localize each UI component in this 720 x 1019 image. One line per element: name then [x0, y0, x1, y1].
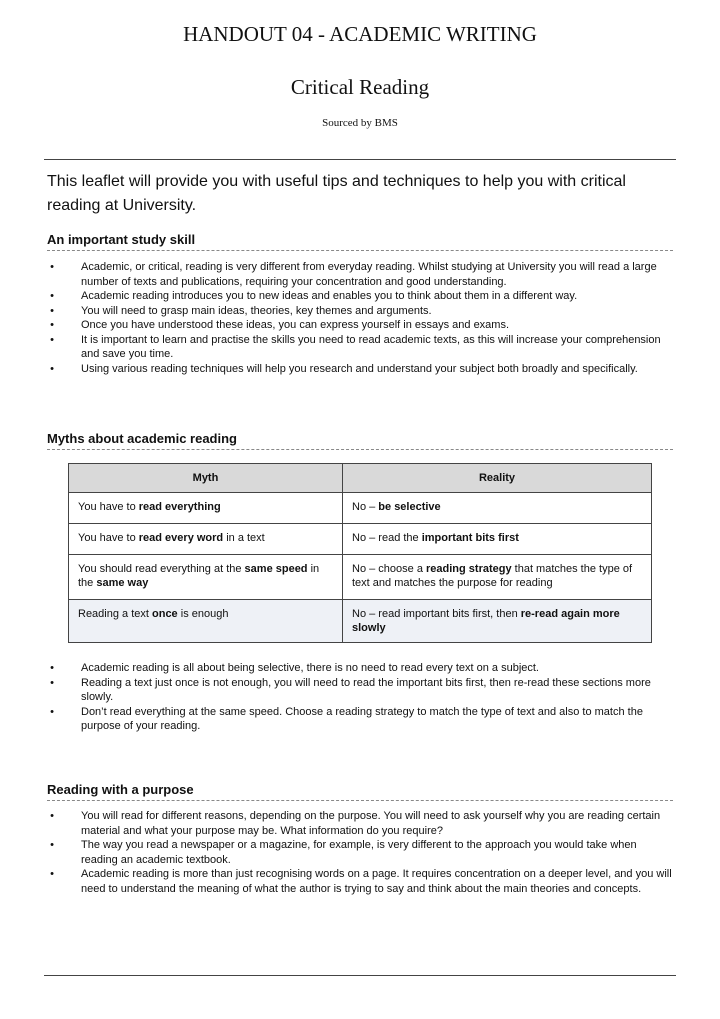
header-divider [44, 159, 676, 160]
table-row [69, 555, 652, 600]
bullet-icon: • [50, 362, 54, 375]
bullet-icon: • [50, 261, 54, 273]
column-header-myth: Myth [69, 464, 343, 493]
list-item: • Reading a text just once is not enough, you will need to read the important bits first, then re-read these sections more slowly. [47, 676, 673, 705]
bullet-icon: • [50, 868, 54, 880]
bullet-icon: • [50, 705, 54, 718]
table-row [69, 600, 652, 643]
list-item: • Academic reading is more than just recognising words on a page. It requires concentration on a deeper level, and you will need to understand the meaning of what the author is trying to say and think about the main theories and concepts. [47, 867, 673, 896]
myths-table [68, 463, 652, 643]
footer-divider [44, 975, 676, 976]
list-item: • Using various reading techniques will help you research and understand your subject both broadly and specifically. [47, 362, 673, 377]
bullet-icon: • [50, 333, 54, 346]
reality-cell: No – be selective [343, 493, 652, 524]
column-header-reality: Reality [343, 464, 652, 493]
section-heading-purpose: Reading with a purpose [47, 782, 673, 801]
myth-cell: You have to read everything [69, 493, 343, 524]
list-item: • It is important to learn and practise the skills you need to read academic texts, as this will increase your comprehension and save you time. [47, 333, 673, 362]
myth-cell: You should read everything at the same speed in the same way [69, 555, 343, 600]
document-subtitle: Critical Reading [290, 75, 430, 99]
list-item: • Academic reading is all about being selective, there is no need to read every text on a subject. [47, 661, 673, 676]
bullet-icon: • [50, 304, 54, 317]
list-item: • The way you read a newspaper or a magazine, for example, is very different to the approach you would take when reading an academic textbook. [47, 838, 673, 867]
table-header-row [69, 464, 652, 493]
reality-cell: No – choose a reading strategy that matches the type of text and matches the purpose for reading [343, 555, 652, 600]
study-skill-list [47, 260, 673, 376]
myths-list [47, 661, 673, 734]
bullet-icon: • [50, 319, 54, 331]
section-heading-myths: Myths about academic reading [47, 431, 673, 450]
bullet-icon: • [50, 662, 54, 674]
reality-cell: No – read the important bits first [343, 524, 652, 555]
list-item: • You will read for different reasons, depending on the purpose. You will need to ask yourself why you are reading certain material and what your purpose may be. What information do you require? [47, 809, 673, 838]
document-source: Sourced by BMS [322, 117, 398, 129]
reality-cell: No – read important bits first, then re-read again more slowly [343, 600, 652, 643]
bullet-icon: • [50, 839, 54, 851]
document-title: HANDOUT 04 - ACADEMIC WRITING [183, 22, 537, 46]
section-heading-study-skill: An important study skill [47, 232, 673, 251]
myth-cell: Reading a text once is enough [69, 600, 343, 643]
list-item: • Academic, or critical, reading is very different from everyday reading. Whilst studying at University you will read a large number of texts and publications, requiring your concentration and good understanding. [47, 260, 673, 289]
intro-paragraph: This leaflet will provide you with useful tips and techniques to help you with critical reading at University. [47, 173, 626, 214]
list-item: • Once you have understood these ideas, you can express yourself in essays and exams. [47, 318, 673, 333]
table-row [69, 524, 652, 555]
purpose-list [47, 809, 673, 896]
bullet-icon: • [50, 676, 54, 689]
list-item: • Don’t read everything at the same speed. Choose a reading strategy to match the type of text and also to match the purpose of your reading. [47, 705, 673, 734]
list-item: • Academic reading introduces you to new ideas and enables you to think about them in a different way. [47, 289, 673, 304]
bullet-icon: • [50, 810, 54, 822]
list-item: • You will need to grasp main ideas, theories, key themes and arguments. [47, 304, 673, 319]
table-row [69, 493, 652, 524]
myth-cell: You have to read every word in a text [69, 524, 343, 555]
bullet-icon: • [50, 290, 54, 302]
